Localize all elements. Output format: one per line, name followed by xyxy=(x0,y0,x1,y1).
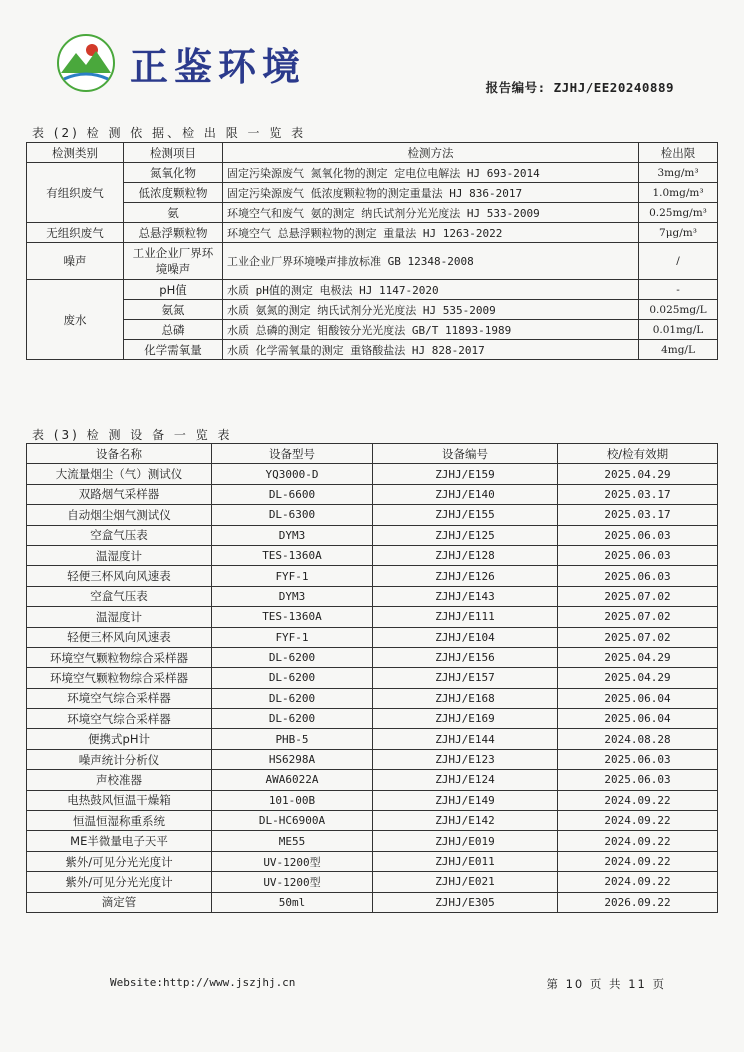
detection-limit-table xyxy=(26,142,718,360)
equipment-id-cell: ZJHJ/E169 xyxy=(373,709,558,729)
equipment-model-cell: DL-6200 xyxy=(212,668,373,688)
header-cell: 检测方法 xyxy=(223,143,639,163)
table-row xyxy=(27,566,718,586)
equipment-model-cell: DL-6300 xyxy=(212,505,373,525)
table-row xyxy=(27,545,718,565)
item-cell: 总悬浮颗粒物 xyxy=(124,223,223,243)
equipment-name-cell: 环境空气颗粒物综合采样器 xyxy=(27,647,212,667)
valid-date-cell: 2024.09.22 xyxy=(558,851,718,871)
header-cell: 检测类别 xyxy=(27,143,124,163)
category-cell: 有组织废气 xyxy=(27,163,124,223)
table-row xyxy=(27,340,718,360)
equipment-name-cell: 温湿度计 xyxy=(27,607,212,627)
equipment-model-cell: DL-6200 xyxy=(212,688,373,708)
limit-cell: 1.0mg/m³ xyxy=(639,183,718,203)
valid-date-cell: 2025.07.02 xyxy=(558,586,718,606)
equipment-model-cell: DL-6200 xyxy=(212,647,373,667)
item-cell: 氨 xyxy=(124,203,223,223)
table-row xyxy=(27,831,718,851)
equipment-name-cell: 轻便三杯风向风速表 xyxy=(27,627,212,647)
equipment-id-cell: ZJHJ/E149 xyxy=(373,790,558,810)
equipment-name-cell: 便携式pH计 xyxy=(27,729,212,749)
equipment-id-cell: ZJHJ/E123 xyxy=(373,749,558,769)
equipment-model-cell: HS6298A xyxy=(212,749,373,769)
equipment-id-cell: ZJHJ/E159 xyxy=(373,464,558,484)
valid-date-cell: 2025.06.03 xyxy=(558,545,718,565)
equipment-name-cell: 噪声统计分析仪 xyxy=(27,749,212,769)
table-row xyxy=(27,183,718,203)
table-row xyxy=(27,729,718,749)
table-row xyxy=(27,749,718,769)
equipment-model-cell: DL-6600 xyxy=(212,484,373,504)
table-row xyxy=(27,709,718,729)
item-cell: pH值 xyxy=(124,280,223,300)
valid-date-cell: 2025.07.02 xyxy=(558,627,718,647)
valid-date-cell: 2025.06.04 xyxy=(558,688,718,708)
equipment-id-cell: ZJHJ/E143 xyxy=(373,586,558,606)
table-row xyxy=(27,300,718,320)
equipment-name-cell: 空盒气压表 xyxy=(27,525,212,545)
method-cell: 水质 化学需氧量的测定 重铬酸盐法 HJ 828-2017 xyxy=(223,340,639,360)
company-logo xyxy=(56,28,416,98)
table-row xyxy=(27,688,718,708)
equipment-id-cell: ZJHJ/E168 xyxy=(373,688,558,708)
equipment-name-cell: 环境空气颗粒物综合采样器 xyxy=(27,668,212,688)
valid-date-cell: 2025.04.29 xyxy=(558,668,718,688)
equipment-id-cell: ZJHJ/E157 xyxy=(373,668,558,688)
equipment-model-cell: PHB-5 xyxy=(212,729,373,749)
limit-cell: 0.25mg/m³ xyxy=(639,203,718,223)
equipment-model-cell: TES-1360A xyxy=(212,607,373,627)
item-cell: 氨氮 xyxy=(124,300,223,320)
item-cell: 化学需氧量 xyxy=(124,340,223,360)
valid-date-cell: 2025.04.29 xyxy=(558,464,718,484)
table-row xyxy=(27,851,718,871)
table3-caption: 表 (3) 检 测 设 备 一 览 表 xyxy=(32,428,233,442)
equipment-id-cell: ZJHJ/E155 xyxy=(373,505,558,525)
equipment-name-cell: 滴定管 xyxy=(27,892,212,912)
table-row xyxy=(27,892,718,912)
equipment-model-cell: FYF-1 xyxy=(212,627,373,647)
table-row xyxy=(27,770,718,790)
valid-date-cell: 2025.07.02 xyxy=(558,607,718,627)
equipment-id-cell: ZJHJ/E144 xyxy=(373,729,558,749)
equipment-name-cell: 环境空气综合采样器 xyxy=(27,709,212,729)
category-cell: 噪声 xyxy=(27,243,124,280)
equipment-table xyxy=(26,443,718,913)
valid-date-cell: 2025.06.04 xyxy=(558,709,718,729)
page-number: 第 10 页 共 11 页 xyxy=(546,977,666,991)
website-footer: Website:http://www.jszjhj.cn xyxy=(110,976,296,989)
valid-date-cell: 2025.06.03 xyxy=(558,770,718,790)
equipment-model-cell: DYM3 xyxy=(212,525,373,545)
equipment-name-cell: 紫外/可见分光光度计 xyxy=(27,872,212,892)
equipment-id-cell: ZJHJ/E126 xyxy=(373,566,558,586)
table-row xyxy=(27,525,718,545)
limit-cell: 0.025mg/L xyxy=(639,300,718,320)
item-cell: 氮氧化物 xyxy=(124,163,223,183)
equipment-id-cell: ZJHJ/E021 xyxy=(373,872,558,892)
equipment-model-cell: DL-6200 xyxy=(212,709,373,729)
limit-cell: - xyxy=(639,280,718,300)
item-cell: 低浓度颗粒物 xyxy=(124,183,223,203)
limit-cell: 7μg/m³ xyxy=(639,223,718,243)
limit-cell: 4mg/L xyxy=(639,340,718,360)
equipment-name-cell: 环境空气综合采样器 xyxy=(27,688,212,708)
method-cell: 固定污染源废气 低浓度颗粒物的测定重量法 HJ 836-2017 xyxy=(223,183,639,203)
equipment-name-cell: 轻便三杯风向风速表 xyxy=(27,566,212,586)
limit-cell: 3mg/m³ xyxy=(639,163,718,183)
method-cell: 水质 总磷的测定 钼酸铵分光光度法 GB/T 11893-1989 xyxy=(223,320,639,340)
equipment-id-cell: ZJHJ/E156 xyxy=(373,647,558,667)
valid-date-cell: 2025.03.17 xyxy=(558,505,718,525)
valid-date-cell: 2026.09.22 xyxy=(558,892,718,912)
table-row xyxy=(27,223,718,243)
equipment-model-cell: UV-1200型 xyxy=(212,851,373,871)
valid-date-cell: 2025.04.29 xyxy=(558,647,718,667)
equipment-name-cell: 电热鼓风恒温干燥箱 xyxy=(27,790,212,810)
equipment-id-cell: ZJHJ/E104 xyxy=(373,627,558,647)
logo-text: 正鉴环境 xyxy=(130,44,307,89)
equipment-id-cell: ZJHJ/E140 xyxy=(373,484,558,504)
valid-date-cell: 2024.09.22 xyxy=(558,831,718,851)
table-row xyxy=(27,647,718,667)
report-number: 报告编号: ZJHJ/EE20240889 xyxy=(485,80,674,95)
equipment-name-cell: 空盒气压表 xyxy=(27,586,212,606)
header-cell: 设备名称 xyxy=(27,444,212,464)
header-cell: 检测项目 xyxy=(124,143,223,163)
valid-date-cell: 2024.09.22 xyxy=(558,790,718,810)
valid-date-cell: 2025.03.17 xyxy=(558,484,718,504)
method-cell: 水质 pH值的测定 电极法 HJ 1147-2020 xyxy=(223,280,639,300)
method-cell: 固定污染源废气 氮氧化物的测定 定电位电解法 HJ 693-2014 xyxy=(223,163,639,183)
equipment-model-cell: UV-1200型 xyxy=(212,872,373,892)
table-row xyxy=(27,811,718,831)
equipment-id-cell: ZJHJ/E124 xyxy=(373,770,558,790)
valid-date-cell: 2025.06.03 xyxy=(558,525,718,545)
equipment-name-cell: 恒温恒湿称重系统 xyxy=(27,811,212,831)
table-row xyxy=(27,280,718,300)
method-cell: 环境空气和废气 氨的测定 纳氏试剂分光光度法 HJ 533-2009 xyxy=(223,203,639,223)
table-row xyxy=(27,668,718,688)
table-row xyxy=(27,320,718,340)
equipment-name-cell: ME半微量电子天平 xyxy=(27,831,212,851)
equipment-id-cell: ZJHJ/E125 xyxy=(373,525,558,545)
equipment-id-cell: ZJHJ/E011 xyxy=(373,851,558,871)
equipment-model-cell: AWA6022A xyxy=(212,770,373,790)
valid-date-cell: 2024.08.28 xyxy=(558,729,718,749)
limit-cell: 0.01mg/L xyxy=(639,320,718,340)
equipment-model-cell: 101-00B xyxy=(212,790,373,810)
equipment-model-cell: DYM3 xyxy=(212,586,373,606)
valid-date-cell: 2025.06.03 xyxy=(558,566,718,586)
equipment-id-cell: ZJHJ/E305 xyxy=(373,892,558,912)
table-row xyxy=(27,607,718,627)
table-row xyxy=(27,872,718,892)
equipment-name-cell: 声校准器 xyxy=(27,770,212,790)
table-row xyxy=(27,243,718,280)
table-row xyxy=(27,790,718,810)
table-row xyxy=(27,163,718,183)
mountain-logo-icon xyxy=(56,33,116,93)
item-cell: 工业企业厂界环境噪声 xyxy=(124,243,223,280)
equipment-model-cell: TES-1360A xyxy=(212,545,373,565)
table-row xyxy=(27,627,718,647)
method-cell: 工业企业厂界环境噪声排放标准 GB 12348-2008 xyxy=(223,243,639,280)
equipment-model-cell: DL-HC6900A xyxy=(212,811,373,831)
table-row xyxy=(27,464,718,484)
header-cell: 检出限 xyxy=(639,143,718,163)
equipment-id-cell: ZJHJ/E128 xyxy=(373,545,558,565)
table-header-row xyxy=(27,444,718,464)
equipment-id-cell: ZJHJ/E019 xyxy=(373,831,558,851)
category-cell: 无组织废气 xyxy=(27,223,124,243)
equipment-name-cell: 双路烟气采样器 xyxy=(27,484,212,504)
table-row xyxy=(27,505,718,525)
valid-date-cell: 2025.06.03 xyxy=(558,749,718,769)
header-cell: 设备编号 xyxy=(373,444,558,464)
table-row xyxy=(27,586,718,606)
valid-date-cell: 2024.09.22 xyxy=(558,872,718,892)
valid-date-cell: 2024.09.22 xyxy=(558,811,718,831)
table-row xyxy=(27,484,718,504)
method-cell: 水质 氨氮的测定 纳氏试剂分光光度法 HJ 535-2009 xyxy=(223,300,639,320)
header-cell: 设备型号 xyxy=(212,444,373,464)
equipment-name-cell: 大流量烟尘（气）测试仪 xyxy=(27,464,212,484)
item-cell: 总磷 xyxy=(124,320,223,340)
equipment-table-body xyxy=(27,464,718,913)
equipment-model-cell: FYF-1 xyxy=(212,566,373,586)
equipment-model-cell: YQ3000-D xyxy=(212,464,373,484)
method-cell: 环境空气 总悬浮颗粒物的测定 重量法 HJ 1263-2022 xyxy=(223,223,639,243)
equipment-model-cell: ME55 xyxy=(212,831,373,851)
category-cell: 废水 xyxy=(27,280,124,360)
equipment-name-cell: 温湿度计 xyxy=(27,545,212,565)
equipment-name-cell: 紫外/可见分光光度计 xyxy=(27,851,212,871)
table-header-row xyxy=(27,143,718,163)
equipment-id-cell: ZJHJ/E142 xyxy=(373,811,558,831)
limit-cell: / xyxy=(639,243,718,280)
equipment-name-cell: 自动烟尘烟气测试仪 xyxy=(27,505,212,525)
header-cell: 校/检有效期 xyxy=(558,444,718,464)
equipment-id-cell: ZJHJ/E111 xyxy=(373,607,558,627)
table2-caption: 表 (2) 检 测 依 据、检 出 限 一 览 表 xyxy=(32,126,307,140)
equipment-model-cell: 50ml xyxy=(212,892,373,912)
table-row xyxy=(27,203,718,223)
